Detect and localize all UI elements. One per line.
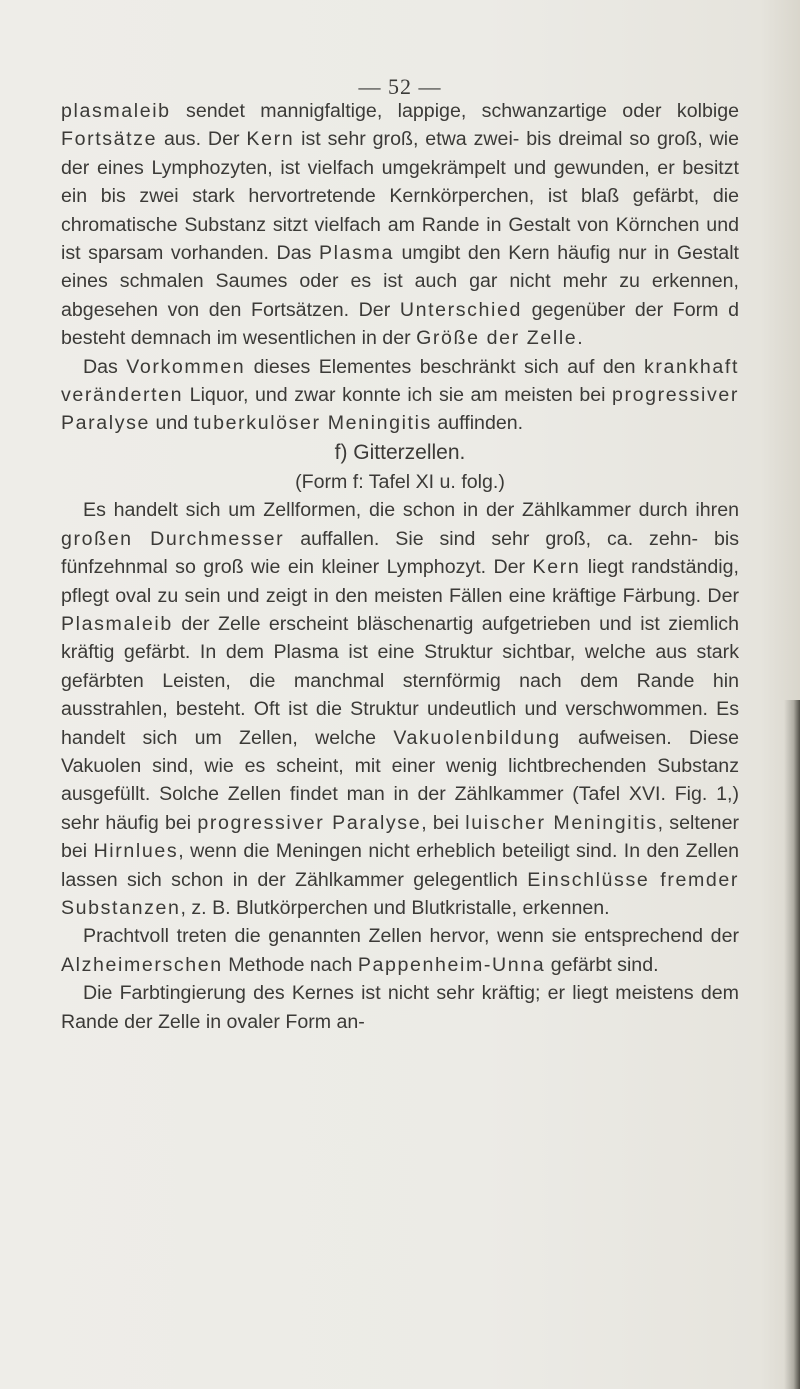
text-run: , z. B. Blutkörperchen und Blutkristalle, erkennen. <box>180 896 610 919</box>
text-run: auffallen. Sie sind sehr groß, ca. zehn- bis fünfzehnmal so groß wie ein kleiner Lymphozyt. Der <box>61 527 740 579</box>
text-run: Liquor, und zwar konnte ich sie am meisten bei <box>183 384 612 407</box>
emphasized-text: Hirnlues <box>93 840 179 863</box>
text-run: Es handelt sich um Zellformen, die schon in der Zählkammer durch ihren <box>83 499 739 522</box>
emphasized-text: krankhaft veränderten <box>61 355 739 407</box>
text-run: ist sehr groß, etwa zwei- bis dreimal so groß, wie der eines Lymphozyten, ist vielfach umgekrämpelt und gewunden, er besitzt ein bis zwei stark hervortretende Kernkörperchen, ist blaß gefärbt, die chromatische Substanz sitzt vielfach am Rande in Gestalt von Körnchen und ist sparsam vorhanden. Das <box>61 128 739 265</box>
emphasized-text: Kern <box>532 556 581 579</box>
section-heading: f) Gitterzellen. <box>334 440 466 464</box>
page-edge-shadow <box>784 700 800 1389</box>
emphasized-text: Vorkommen <box>126 355 246 378</box>
emphasized-text: Plasma <box>319 242 394 265</box>
text-run: liegt randständig, pflegt oval zu sein und zeigt in den meisten Fällen eine kräftige Färbung. Der <box>61 556 739 607</box>
text-run: , bei <box>421 811 466 834</box>
paragraph <box>61 353 739 438</box>
emphasized-text: großen Durchmesser <box>61 527 285 550</box>
paragraph <box>61 97 739 353</box>
text-run: der Zelle erscheint bläschenartig aufgetrieben und ist ziemlich kräftig gefärbt. In dem Plasma ist eine Struktur sichtbar, welche aus stark gefärbten Leisten, die manchmal sternförmig nach dem Rande hin ausstrahlen, besteht. Oft ist die Struktur undeutlich und verschwommen. Es handelt sich um Zellen, welche <box>61 612 739 749</box>
emphasized-text: Plasmaleib <box>61 612 173 635</box>
emphasized-text: Pappenheim-Unna <box>357 953 546 976</box>
text-run: aus. Der <box>157 128 247 151</box>
paragraph <box>61 979 739 1036</box>
emphasized-text: Einschlüsse fremder Substanzen <box>61 868 739 919</box>
paragraph <box>61 922 739 979</box>
emphasized-text: progressiver Paralyse <box>61 384 739 435</box>
emphasized-text: progressiver Paralyse <box>197 811 422 834</box>
text-run: dieses Elementes beschränkt sich auf den <box>245 355 644 378</box>
text-run: sendet mannigfaltige, lappige, schwanzartige oder kolbige <box>170 100 739 122</box>
text-run: gegenüber der Form d besteht demnach im wesentlichen in der <box>61 298 740 350</box>
text-run: auffinden. <box>431 412 524 435</box>
emphasized-text: Kern <box>246 128 295 151</box>
emphasized-text: plasmaleib <box>61 100 171 122</box>
emphasized-text: Vakuolenbildung <box>393 726 561 749</box>
body-text <box>61 97 739 1036</box>
section-subheading: (Form f: Tafel XI u. folg.) <box>295 470 505 493</box>
emphasized-text: luischer Meningitis <box>465 811 658 834</box>
emphasized-text: tuberkulöser Meningitis <box>193 412 432 435</box>
text-run: Das <box>83 355 127 378</box>
text-run: aufweisen. Diese Vakuolen sind, wie es scheint, mit einer wenig lichtbrechenden Substanz ausgefüllt. Solche Zellen findet man in der Zählkammer (Tafel XVI. Fig. 1,) sehr häufig bei <box>61 726 739 834</box>
emphasized-text: Alzheimerschen <box>61 953 223 976</box>
text-run: , seltener bei <box>61 811 739 863</box>
emphasized-text: Fortsätze <box>61 128 158 151</box>
emphasized-text: Größe der Zelle. <box>416 327 585 350</box>
text-run: Die Farbtingierung des Kernes ist nicht sehr kräftig; er liegt meistens dem Rande der Zelle in ovaler Form an- <box>61 982 739 1033</box>
text-run: umgibt den Kern häufig nur in Gestalt eines schmalen Saumes oder es ist auch gar nicht mehr zu erkennen, abgesehen von den Fortsätzen. Der <box>61 242 740 321</box>
text-run: Prachtvoll treten die genannten Zellen hervor, wenn sie entsprechend der <box>83 925 739 948</box>
page-number: — 52 — <box>358 74 442 99</box>
text-run: Methode nach <box>222 953 358 976</box>
text-run: , wenn die Meningen nicht erheblich beteiligt sind. In den Zellen lassen sich schon in der Zählkammer gelegentlich <box>61 840 740 891</box>
paragraph <box>61 496 739 922</box>
emphasized-text: Unterschied <box>399 298 522 321</box>
text-run: gefärbt sind. <box>545 953 659 976</box>
text-run: und <box>150 412 194 435</box>
